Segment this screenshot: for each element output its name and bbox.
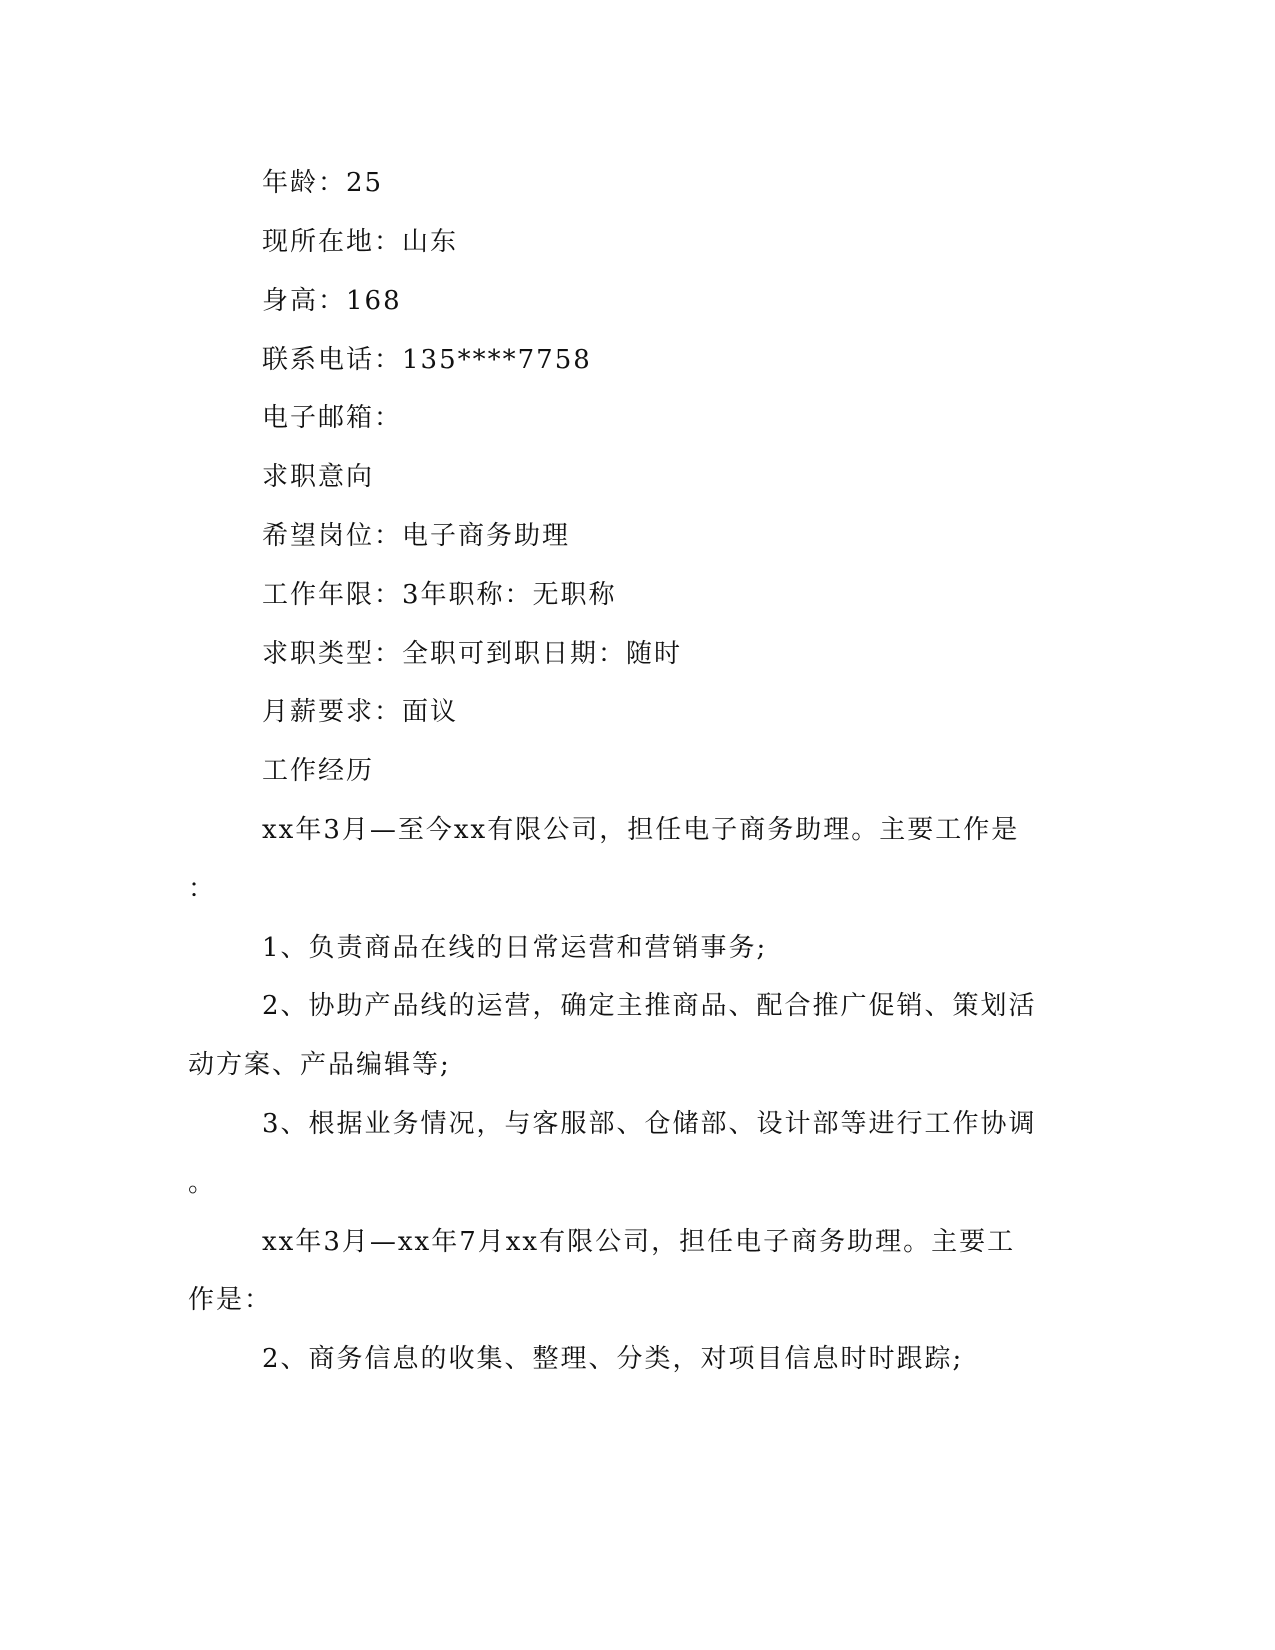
experience-1-header: xx年3月—至今xx有限公司，担任电子商务助理。主要工作是	[262, 815, 1020, 845]
work-experience-heading: 工作经历	[262, 756, 375, 786]
experience-2-header: xx年3月—xx年7月xx有限公司，担任电子商务助理。主要工	[262, 1227, 1016, 1257]
duty-item-cont: 。	[188, 1168, 217, 1198]
experience-1-header-cont: ：	[188, 874, 217, 904]
location-line: 现所在地：山东	[262, 227, 459, 257]
desired-position-line: 希望岗位：电子商务助理	[262, 521, 571, 551]
phone-line: 联系电话：135****7758	[262, 345, 592, 375]
height-line: 身高：168	[262, 286, 402, 316]
duty-item-cont: 动方案、产品编辑等;	[188, 1050, 451, 1080]
work-years-line: 工作年限：3年职称：无职称	[262, 580, 617, 610]
job-type-line: 求职类型：全职可到职日期：随时	[262, 639, 683, 669]
duty-item: 2、协助产品线的运营，确定主推商品、配合推广促销、策划活	[262, 991, 1037, 1021]
duty-item: 1、负责商品在线的日常运营和营销事务;	[262, 933, 768, 963]
age-line: 年龄：25	[262, 168, 384, 198]
duty-item: 2、商务信息的收集、整理、分类，对项目信息时时跟踪;	[262, 1344, 964, 1374]
duty-item: 3、根据业务情况，与客服部、仓储部、设计部等进行工作协调	[262, 1109, 1037, 1139]
experience-2-header-cont: 作是：	[188, 1285, 273, 1315]
email-line: 电子邮箱：	[262, 403, 403, 433]
salary-line: 月薪要求：面议	[262, 697, 459, 727]
job-intention-heading: 求职意向	[262, 462, 375, 492]
